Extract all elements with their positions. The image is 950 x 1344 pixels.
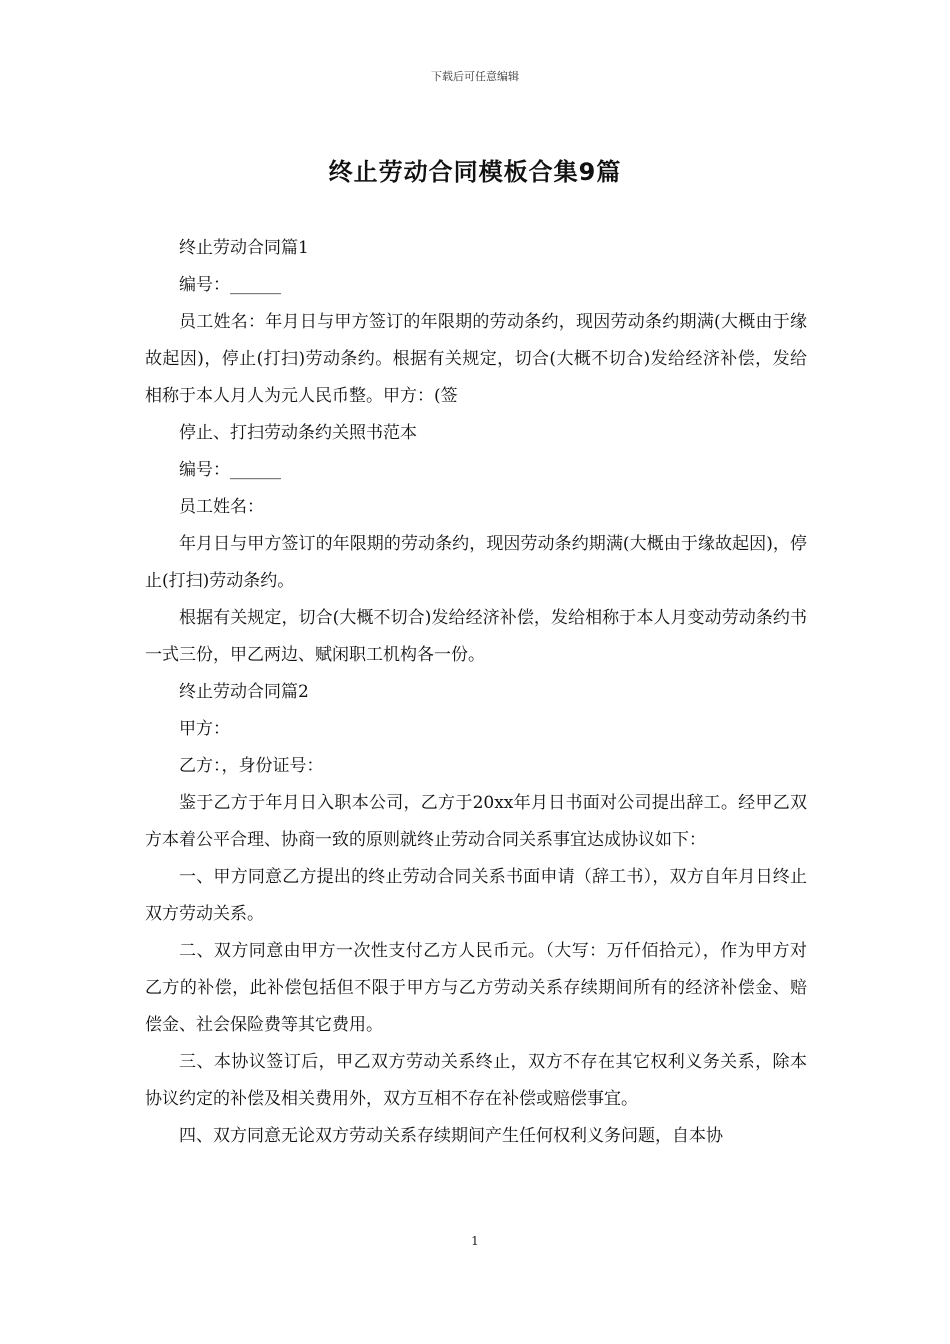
paragraph: 三、本协议签订后，甲乙双方劳动关系终止，双方不存在其它权利义务关系，除本协议约定的补偿及相关费用外，双方互相不存在补偿或赔偿事宜。 (145, 1052, 807, 1109)
paragraph: 二、双方同意由甲方一次性支付乙方人民币元。（大写：万仟佰拾元），作为甲方对乙方的补偿，此补偿包括但不限于甲方与乙方劳动关系存续期间所有的经济补偿金、赔偿金、社会保险费等其它费用。 (145, 941, 807, 1035)
paragraph: 终止劳动合同篇2 (179, 682, 309, 702)
paragraph: 终止劳动合同篇1 (179, 238, 309, 258)
paragraph: 鉴于乙方于年月日入职本公司，乙方于20xx年月日书面对公司提出辞工。经甲乙双方本着公平合理、协商一致的原则就终止劳动合同关系事宜达成协议如下： (145, 793, 807, 850)
paragraph: 编号：______ (179, 275, 281, 295)
document-title: 终止劳动合同模板合集9篇 (328, 158, 622, 186)
paragraph: 四、双方同意无论双方劳动关系存续期间产生任何权利义务问题，自本协 (179, 1126, 723, 1146)
paragraph: 甲方： (179, 719, 230, 739)
paragraph: 一、甲方同意乙方提出的终止劳动合同关系书面申请（辞工书），双方自年月日终止双方劳动关系。 (145, 867, 807, 924)
paragraph: 编号：______ (179, 460, 281, 480)
paragraph: 乙方：，身份证号： (179, 756, 324, 776)
paragraph: 员工姓名： (179, 497, 264, 517)
paragraph: 年月日与甲方签订的年限期的劳动条约，现因劳动条约期满(大概由于缘故起因)，停止(打扫)劳动条约。 (145, 534, 807, 591)
header-note: 下载后可任意编辑 (431, 70, 519, 83)
paragraph: 停止、打扫劳动条约关照书范本 (179, 423, 417, 443)
document-body (145, 230, 807, 1155)
paragraph: 员工姓名：年月日与甲方签订的年限期的劳动条约，现因劳动条约期满(大概由于缘故起因)，停止(打扫)劳动条约。根据有关规定，切合(大概不切合)发给经济补偿，发给相称于本人月人为元人民币整。甲方：(签 (145, 312, 807, 406)
page-number: 1 (471, 1234, 479, 1248)
paragraph: 根据有关规定，切合(大概不切合)发给经济补偿，发给相称于本人月变动劳动条约书一式三份，甲乙两边、赋闲职工机构各一份。 (145, 608, 807, 665)
